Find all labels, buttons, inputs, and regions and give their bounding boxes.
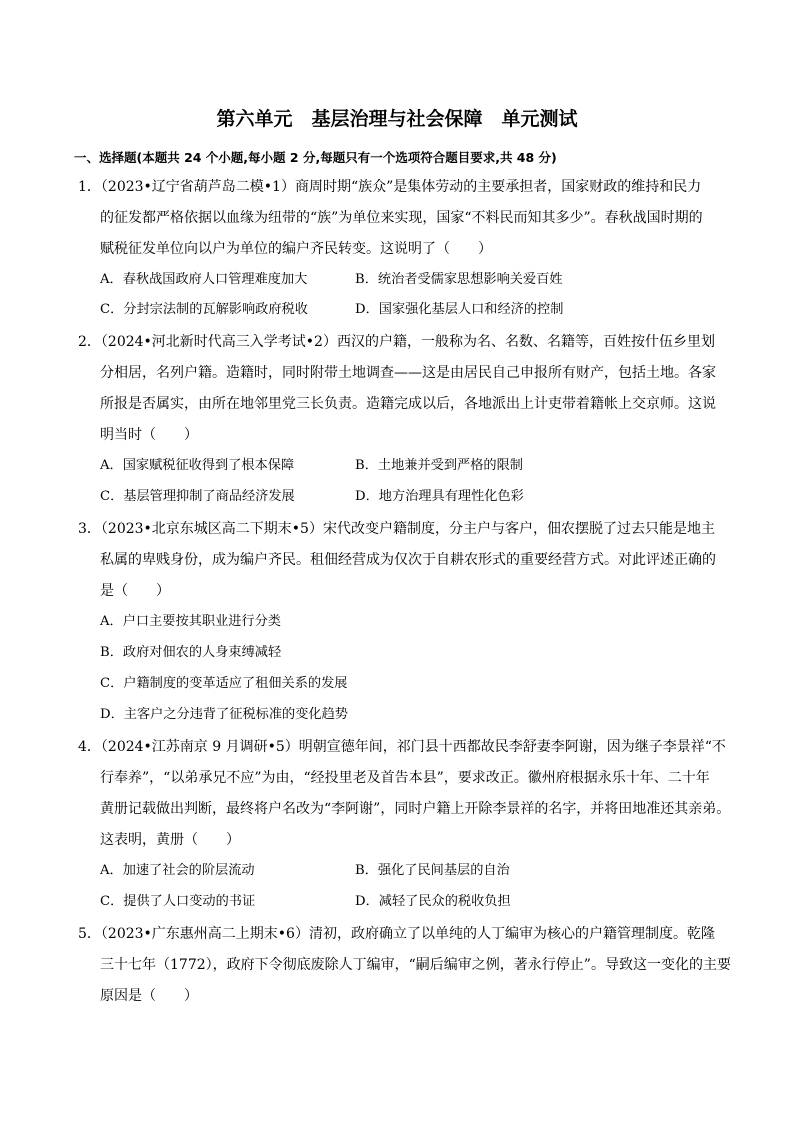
- question-1-option-a: A．春秋战国政府人口管理难度加大: [100, 272, 308, 287]
- question-2-line-3: 所报是否属实，由所在地邻里党三长负责。造籍完成以后，各地派出上计吏带着籍帐上交京师。这说: [100, 396, 716, 412]
- question-4-option-a: A．加速了社会的阶层流动: [100, 863, 255, 878]
- question-2-option-d: D．地方治理具有理性化色彩: [355, 489, 524, 504]
- question-3-line-1: 3．（2023•北京东城区高二下期末•5）宋代改变户籍制度，分主户与客户，佃农摆脱了过去只能是地主: [78, 521, 715, 537]
- section-heading: 一、选择题(本题共 24 个小题,每小题 2 分,每题只有一个选项符合题目要求,共 48 分): [74, 150, 557, 165]
- question-3-option-c: C．户籍制度的变革适应了租佃关系的发展: [100, 676, 348, 691]
- question-2-option-c: C．基层管理抑制了商品经济发展: [100, 489, 295, 504]
- question-4-line-2: 行奉养”，“以弟承兄不应”为由，“经投里老及首告本县”，要求改正。徽州府根据永乐十年、二十年: [100, 770, 710, 786]
- question-2-line-4: 明当时（ ）: [100, 427, 198, 443]
- question-3-option-d: D．主客户之分违背了征税标准的变化趋势: [100, 707, 348, 722]
- question-1-line-1: 1．（2023•辽宁省葫芦岛二模•1）商周时期“族众”是集体劳动的主要承担者，国家财政的维持和民力: [78, 179, 702, 195]
- question-4-option-d: D．减轻了民众的税收负担: [355, 894, 511, 909]
- question-1-option-c: C．分封宗法制的瓦解影响政府税收: [100, 302, 308, 317]
- question-2-option-a: A．国家赋税征收得到了根本保障: [100, 458, 295, 473]
- question-1-line-3: 赋税征发单位向以户为单位的编户齐民转变。这说明了（ ）: [100, 241, 492, 257]
- question-3-option-a: A．户口主要按其职业进行分类: [100, 614, 281, 629]
- question-4-option-b: B．强化了民间基层的自治: [355, 863, 510, 878]
- question-3-option-b: B．政府对佃农的人身束缚减轻: [100, 645, 282, 660]
- question-2-option-b: B．土地兼并受到严格的限制: [355, 458, 523, 473]
- question-2-line-2: 分相居，名列户籍。造籍时，同时附带土地调查——这是由居民自己申报所有财产，包括土地。各家: [100, 365, 716, 381]
- question-2-line-1: 2．（2024•河北新时代高三入学考试•2）西汉的户籍，一般称为名、名数、名籍等，百姓按什伍乡里划: [78, 334, 715, 350]
- question-1-option-b: B．统治者受儒家思想影响关爱百姓: [355, 272, 563, 287]
- question-4-line-1: 4．（2024•江苏南京 9 月调研•5）明朝宣德年间，祁门县十西都故民李舒妻李阿谢，因为继子李景祥“不: [78, 739, 726, 755]
- question-3-line-2: 私属的卑贱身份，成为编户齐民。租佃经营成为仅次于自耕农形式的重要经营方式。对此评述正确的: [100, 552, 716, 568]
- question-1-line-2: 的征发都严格依据以血缘为纽带的“族”为单位来实现，国家“不料民而知其多少”。春秋战国时期的: [100, 210, 703, 226]
- question-3-line-3: 是（ ）: [100, 583, 170, 599]
- question-4-line-3: 黄册记载做出判断，最终将户名改为“李阿谢”，同时户籍上开除李景祥的名字，并将田地准还其亲弟。: [100, 801, 731, 817]
- question-1-option-d: D．国家强化基层人口和经济的控制: [355, 302, 564, 317]
- page-title: 第六单元 基层治理与社会保障 单元测试: [216, 108, 578, 130]
- question-5-line-3: 原因是（ ）: [100, 988, 198, 1004]
- question-4-line-4: 这表明，黄册（ ）: [100, 832, 240, 848]
- question-4-option-c: C．提供了人口变动的书证: [100, 894, 256, 909]
- question-5-line-2: 三十七年（1772），政府下令彻底废除人丁编审，“嗣后编审之例，著永行停止”。导致这一变化的主要: [100, 957, 731, 973]
- question-5-line-1: 5．（2023•广东惠州高二上期末•6）清初，政府确立了以单纯的人丁编审为核心的户籍管理制度。乾隆: [78, 926, 715, 942]
